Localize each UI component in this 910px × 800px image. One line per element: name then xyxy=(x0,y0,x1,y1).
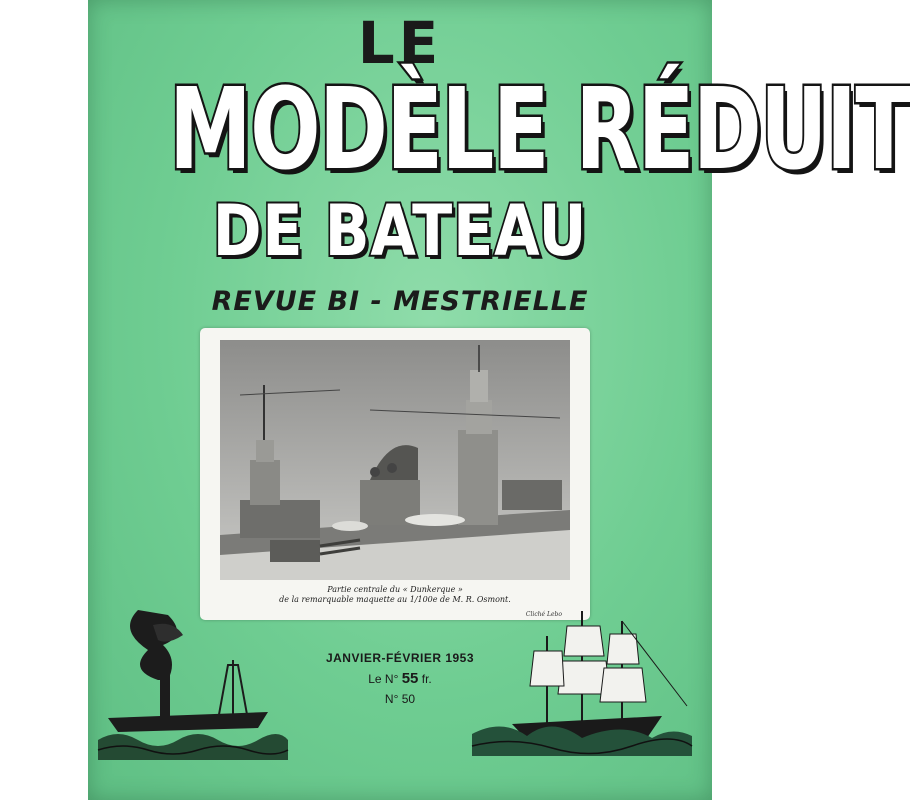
subtitle-revue: REVUE BI - MESTRIELLE xyxy=(211,286,589,317)
title-le: LE xyxy=(357,9,443,77)
magazine-cover xyxy=(88,0,910,800)
photo-panel xyxy=(200,328,590,620)
title-modele-reduit: MODÈLE RÉDUIT xyxy=(169,65,910,195)
sailing-ship-illustration xyxy=(472,606,692,756)
price-prefix: Le N° xyxy=(368,672,399,686)
title-de-bateau: DE BATEAU xyxy=(212,190,588,272)
photo-caption-line1: Partie centrale du « Dunkerque » xyxy=(327,585,463,594)
steamship-illustration xyxy=(98,600,288,760)
photo-caption-line2: de la remarquable maquette au 1/100e de M. R. Osmont. xyxy=(279,595,511,604)
price-unit: fr. xyxy=(421,672,432,686)
issue-date: JANVIER-FÉVRIER 1953 xyxy=(325,651,475,665)
issue-number: N° 50 xyxy=(384,692,416,706)
warship-model-photo xyxy=(220,340,570,580)
price-value: 55 xyxy=(401,670,419,687)
photo-credit: Cliché Lebo xyxy=(525,611,562,618)
